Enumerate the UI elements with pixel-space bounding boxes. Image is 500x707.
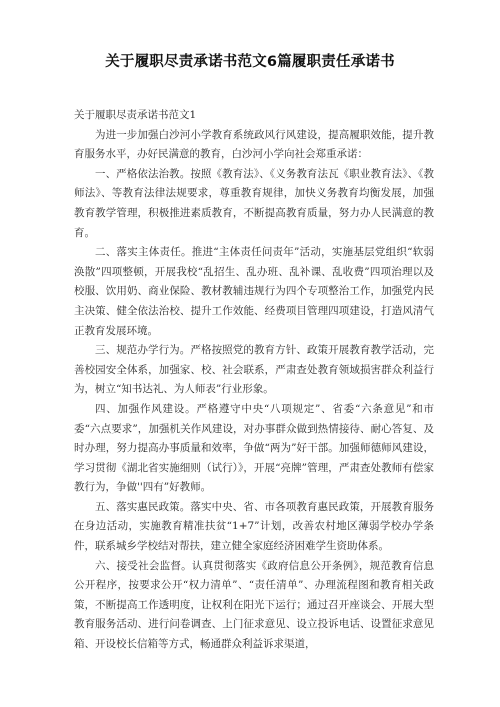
paragraph-conduct: 三、规范办学行为。严格按照党的教育方针、政策开展教育教学活动，完善校园安全体系，加强家、校、社会联系，严肃查处教育领域损害群众利益行为，树立“知书达礼、为人师表”行业形象。 <box>74 344 434 396</box>
document-title: 关于履职尽责承诺书范文6篇履职责任承诺书 <box>105 54 395 70</box>
paragraph-law: 一、严格依法治教。按照《教育法》、《义务教育法瓦《职业教育法》、《教师法》、等教育法律法规要求，尊重教育规律，加快义务教育均衡发展，加强教育教学管理，积极推进素质教育，不断提高教育质量，努力办人民满意的教育。 <box>74 167 434 239</box>
document-body <box>74 106 434 655</box>
paragraph-policy: 五、落实惠民政策。落实中央、省、市各项教育惠民政策，开展教育服务在身边活动，实施教育精准扶贫“1+7”计划，改善农村地区薄弱学校办学条件，联系城乡学校结对帮扶，建立健全家庭经济困难学生资助体系。 <box>74 500 434 553</box>
paragraph-responsibility: 二、落实主体责任。推进“主体责任问责年”活动，实施基层党组织“软弱涣散”四项整顿，开展我校“乱招生、乱办班、乱补课、乱收费”四项治理以及校服、饮用奶、商业保险、教材教辅违规行为四个专项整治工作，加强党内民主决策、健全依法治校、提升工作效能、经费项目管理四项建设，打造风清气正教育发展环境。 <box>74 246 434 337</box>
paragraph-supervision: 六、接受社会监督。认真贯彻落实《政府信息公开条例》，规范教育信息公开程序，按要求公开“权力清单”、“责任清单”、办理流程图和教育相关政策，不断提高工作透明度，让权利在阳光下运行；通过召开座谈会、开展大型教育服务活动、进行问卷调查、上门征求意见、设立投诉电话、设置征求意见箱、开设校长信箱等方式，畅通群众利益诉求渠道， <box>74 559 434 651</box>
paragraph-style: 四、加强作风建设。严格遵守中央“八项规定”、省委“六条意见”和市委“六点要求”，加强机关作风建设，对办事群众做到热情接待、耐心答复、及时办理，努力提高办事质量和效率，争做“两为”好干部。加强师德师风建设，学习贯彻《湖北省实施细则（试行）》，开展“亮牌”管理，严肃查处教师有偿家教行为，争做''四有”好教师。 <box>74 402 434 494</box>
section-subtitle: 关于履职尽责承诺书范文1 <box>74 109 197 121</box>
intro-paragraph: 为进一步加强白沙河小学教育系统政风行风建设，提高履职效能，提升教育服务水平，办好民满意的教育，白沙河小学向社会郑重承诺： <box>74 128 434 161</box>
